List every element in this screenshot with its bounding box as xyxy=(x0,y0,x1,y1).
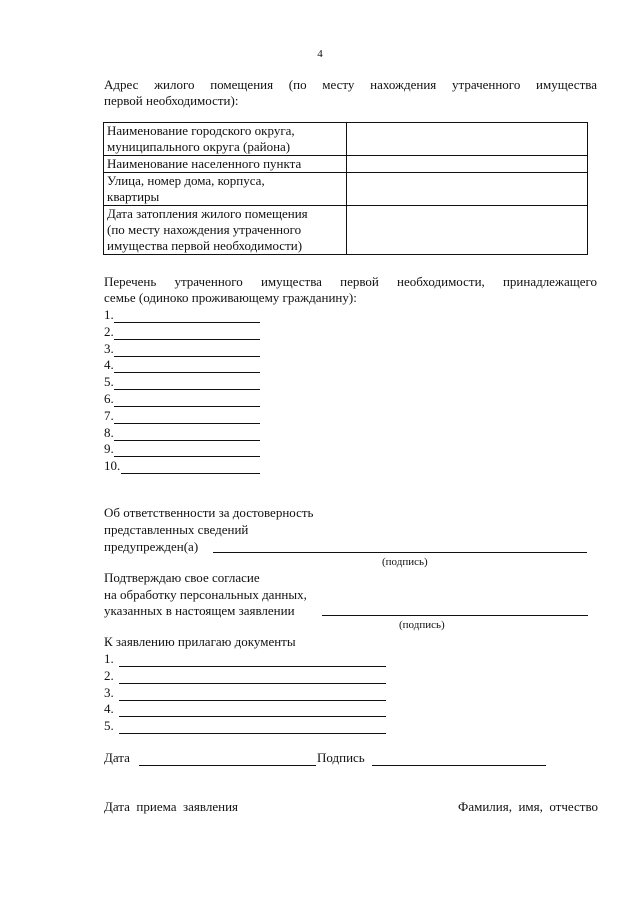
table-row xyxy=(104,173,588,206)
table-label-cell xyxy=(104,156,347,173)
responsibility-line2: представленных сведений xyxy=(104,522,249,537)
signature-input-line[interactable] xyxy=(372,765,546,766)
property-item[interactable] xyxy=(104,341,264,357)
property-item[interactable] xyxy=(104,357,264,373)
property-item-number: 6. xyxy=(104,391,114,406)
signature-label: Подпись xyxy=(317,750,365,765)
property-item[interactable] xyxy=(104,408,264,424)
table-label-line: (по месту нахождения утраченного xyxy=(107,222,302,237)
document-item-line[interactable] xyxy=(119,733,386,734)
table-value-cell[interactable] xyxy=(347,123,588,156)
table-row xyxy=(104,156,588,173)
table-value-cell[interactable] xyxy=(347,206,588,255)
table-label-line: имущества первой необходимости) xyxy=(107,238,303,253)
property-item-number: 3. xyxy=(104,340,114,356)
document-item-number: 4. xyxy=(104,701,114,717)
consent-signature-caption: (подпись) xyxy=(399,619,445,631)
property-item-number: 9. xyxy=(104,441,114,457)
responsibility-signature-line[interactable] xyxy=(213,552,587,553)
property-intro-line1: Перечень утраченного имущества первой необходимости, принадлежащего xyxy=(104,274,597,289)
address-intro-line1: Адрес жилого помещения (по месту нахождения утраченного имущества xyxy=(104,77,597,92)
consent-line3: указанных в настоящем заявлении xyxy=(104,603,295,618)
table-row xyxy=(104,123,588,156)
table-label-cell xyxy=(104,123,347,156)
property-item[interactable] xyxy=(104,374,264,390)
consent-line2: на обработку персональных данных, xyxy=(104,587,307,602)
consent-line1: Подтверждаю свое согласие xyxy=(104,570,260,585)
page-number: 4 xyxy=(317,48,323,60)
receipt-date-label: Дата приема заявления xyxy=(104,799,239,814)
document-item[interactable] xyxy=(104,685,394,701)
property-item[interactable] xyxy=(104,458,264,474)
documents-heading: К заявлению прилагаю документы xyxy=(104,634,296,649)
responsibility-line1: Об ответственности за достоверность xyxy=(104,505,314,520)
table-label-line: Наименование населенного пункта xyxy=(107,156,302,171)
table-label-cell xyxy=(104,206,347,255)
property-item[interactable] xyxy=(104,441,264,457)
property-item-number: 5. xyxy=(104,374,114,390)
document-item-number: 1. xyxy=(104,651,114,666)
document-item-number: 2. xyxy=(104,667,114,683)
property-intro-line2: семье (одиноко проживающему гражданину): xyxy=(104,290,357,305)
table-value-cell[interactable] xyxy=(347,173,588,206)
address-table xyxy=(103,122,588,255)
date-label: Дата xyxy=(104,750,130,765)
document-item[interactable] xyxy=(104,701,394,717)
table-value-cell[interactable] xyxy=(347,156,588,173)
document-item[interactable] xyxy=(104,668,394,684)
table-label-line: Улица, номер дома, корпуса, xyxy=(107,173,265,188)
document-item[interactable] xyxy=(104,718,394,734)
table-label-line: квартиры xyxy=(107,189,160,204)
property-item-number: 7. xyxy=(104,407,114,423)
property-item[interactable] xyxy=(104,324,264,340)
document-item-number: 5. xyxy=(104,718,114,734)
address-intro-line2: первой необходимости): xyxy=(104,93,239,108)
date-input-line[interactable] xyxy=(139,765,316,766)
table-label-line: муниципального округа (района) xyxy=(107,139,291,154)
property-item-number: 1. xyxy=(104,307,114,322)
property-item[interactable] xyxy=(104,391,264,407)
table-row xyxy=(104,206,588,255)
full-name-label: Фамилия, имя, отчество xyxy=(458,799,598,814)
document-item-number: 3. xyxy=(104,684,114,700)
table-label-line: Дата затопления жилого помещения xyxy=(107,206,308,221)
consent-signature-line[interactable] xyxy=(322,615,588,616)
document-item[interactable] xyxy=(104,651,394,667)
property-item-line[interactable] xyxy=(121,473,260,474)
responsibility-line3: предупрежден(а) xyxy=(104,539,199,554)
property-item-number: 10. xyxy=(104,458,121,474)
property-item-number: 4. xyxy=(104,357,114,373)
responsibility-signature-caption: (подпись) xyxy=(382,556,428,568)
property-item[interactable] xyxy=(104,425,264,441)
property-item[interactable] xyxy=(104,307,264,323)
table-label-line: Наименование городского округа, xyxy=(107,123,295,138)
property-item-number: 8. xyxy=(104,424,114,440)
table-label-cell xyxy=(104,173,347,206)
property-item-number: 2. xyxy=(104,323,114,339)
